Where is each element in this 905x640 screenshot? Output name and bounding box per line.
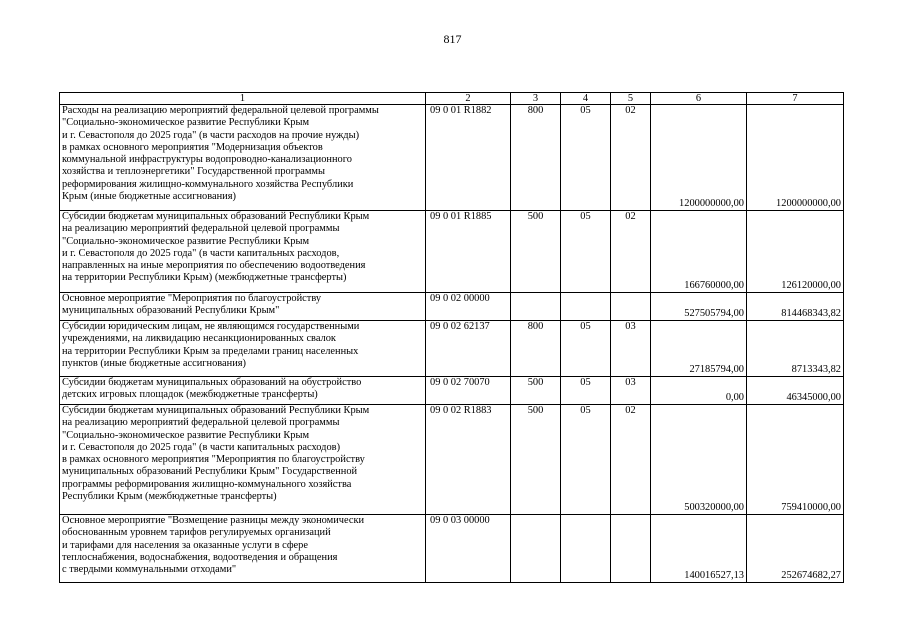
row-value-7: 759410000,00 [747,405,844,515]
row-col3: 500 [511,377,561,405]
row-code: 09 0 02 70070 [426,377,511,405]
table-row [60,515,844,583]
column-header-3: 3 [511,93,561,105]
table-row [60,321,844,377]
table-row [60,405,844,515]
row-description: Субсидии юридическим лицам, не являющимся государственными учреждениями, на ликвидацию несанкционированных свалок на территории Республики Крым за пределами границ населенных пунктов (иные бюджетные ассигнования) [60,321,426,377]
row-value-6: 527505794,00 [651,293,747,321]
row-col5: 02 [611,211,651,293]
row-col4 [561,515,611,583]
column-header-6: 6 [651,93,747,105]
row-value-6: 500320000,00 [651,405,747,515]
row-col5 [611,515,651,583]
column-header-row [60,93,844,105]
row-col4: 05 [561,105,611,211]
row-value-7: 126120000,00 [747,211,844,293]
row-col3: 500 [511,405,561,515]
column-header-1: 1 [60,93,426,105]
row-col5 [611,293,651,321]
row-col3 [511,515,561,583]
table-row [60,377,844,405]
row-value-6: 1200000000,00 [651,105,747,211]
column-header-5: 5 [611,93,651,105]
row-value-7: 814468343,82 [747,293,844,321]
table-row [60,211,844,293]
row-value-7: 8713343,82 [747,321,844,377]
row-col4 [561,293,611,321]
row-value-7: 1200000000,00 [747,105,844,211]
row-code: 09 0 03 00000 [426,515,511,583]
row-description: Основное мероприятие "Мероприятия по благоустройству муниципальных образований Республики Крым" [60,293,426,321]
row-value-6: 166760000,00 [651,211,747,293]
column-header-4: 4 [561,93,611,105]
row-value-7: 252674682,27 [747,515,844,583]
row-code: 09 0 01 R1885 [426,211,511,293]
column-header-7: 7 [747,93,844,105]
row-description: Субсидии бюджетам муниципальных образований Республики Крым на реализацию мероприятий федеральной целевой программы "Социально-экономическое развитие Республики Крым и г. Севастополя до 2025 года" (в части капитальных расходов, направленных на иные мероприятия по обеспечению водоотведения на территории Республики Крым) (межбюджетные трансферты) [60,211,426,293]
row-col4: 05 [561,377,611,405]
row-code: 09 0 02 R1883 [426,405,511,515]
row-description: Расходы на реализацию мероприятий федеральной целевой программы "Социально-экономическое развитие Республики Крым и г. Севастополя до 2025 года" (в части расходов на прочие нужды) в рамках основного мероприятия "Модернизация объектов коммунальной инфраструктуры водопроводно-канализационного хозяйства и теплоэнергетики" Государственной программы реформирования жилищно-коммунального хозяйства Республики Крым (иные бюджетные ассигнования) [60,105,426,211]
row-col5: 02 [611,405,651,515]
row-description: Субсидии бюджетам муниципальных образований Республики Крым на реализацию мероприятий федеральной целевой программы "Социально-экономическое развитие Республики Крым и г. Севастополя до 2025 года" (в части капитальных расходов) в рамках основного мероприятия "Мероприятия по благоустройству муниципальных образований Республики Крым" Государственной программы реформирования жилищно-коммунального хозяйства Республики Крым (межбюджетные трансферты) [60,405,426,515]
row-code: 09 0 02 62137 [426,321,511,377]
row-col5: 03 [611,321,651,377]
row-col4: 05 [561,211,611,293]
row-col3: 800 [511,321,561,377]
row-code: 09 0 01 R1882 [426,105,511,211]
page-number: 817 [443,32,462,46]
row-value-6: 27185794,00 [651,321,747,377]
row-description: Основное мероприятие "Возмещение разницы между экономически обоснованным уровнем тарифов регулируемых организаций и тарифами для населения за оказанные услуги в сфере теплоснабжения, водоснабжения, водоотведения и обращения с твердыми коммунальными отходами" [60,515,426,583]
row-value-7: 46345000,00 [747,377,844,405]
row-col3: 800 [511,105,561,211]
row-value-6: 140016527,13 [651,515,747,583]
row-col5: 02 [611,105,651,211]
row-description: Субсидии бюджетам муниципальных образований на обустройство детских игровых площадок (межбюджетные трансферты) [60,377,426,405]
row-col4: 05 [561,321,611,377]
row-col3: 500 [511,211,561,293]
table-row [60,105,844,211]
row-col5: 03 [611,377,651,405]
column-header-2: 2 [426,93,511,105]
row-col4: 05 [561,405,611,515]
row-value-6: 0,00 [651,377,747,405]
table-row [60,293,844,321]
row-code: 09 0 02 00000 [426,293,511,321]
budget-table [59,92,844,583]
row-col3 [511,293,561,321]
